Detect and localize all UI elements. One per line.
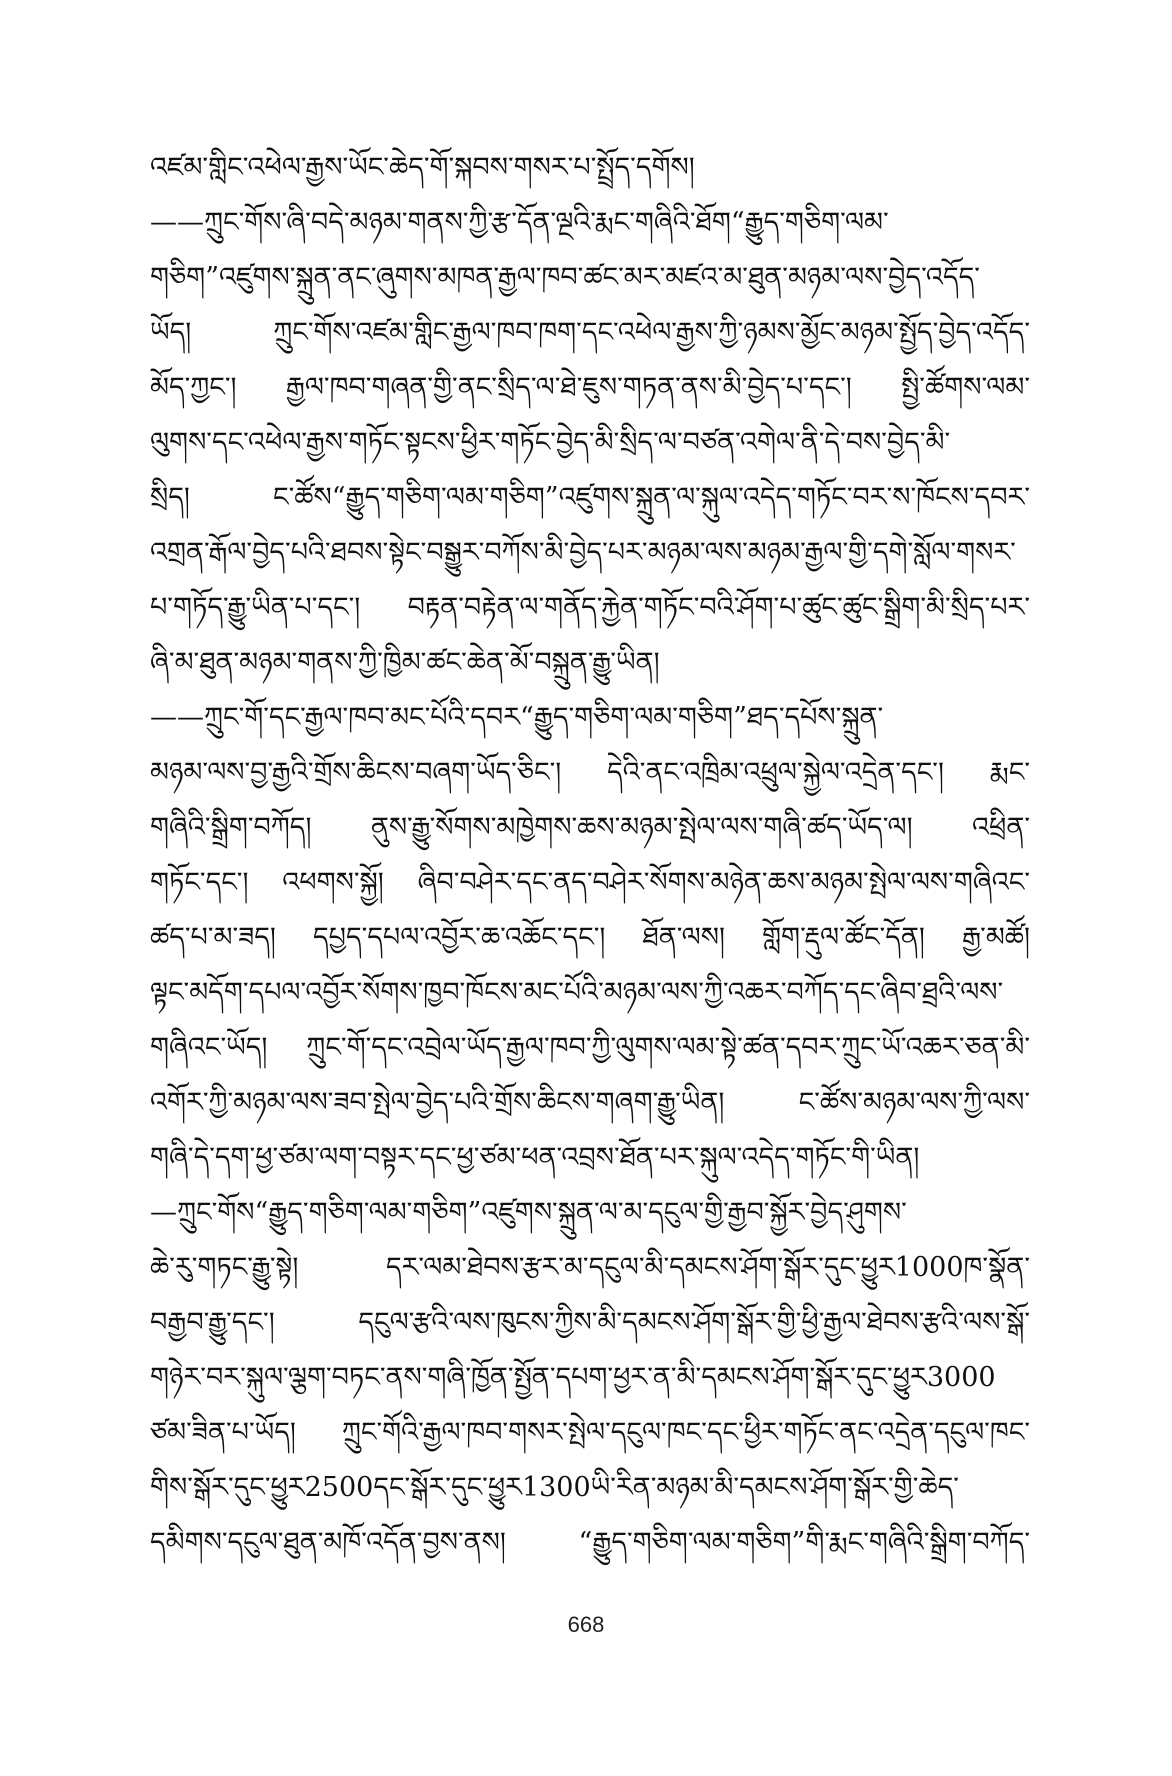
text-line: གཞིའང་ཡོད། ཀྲུང་གོ་དང་འབྲེལ་ཡོད་རྒྱལ་ཁབ་ཀྱི་ལུགས་ལམ་སྟེ་ཚན་དབར་ཀྲུང་ཡོ་འཆར་ཅན་མི་ xyxy=(150,1032,1030,1063)
text-line: འགོར་ཀྱི་མཉམ་ལས་ཟབ་སྤེལ་བྱེད་པའི་གྲོས་ཆིངས་གཞག་རྒྱུ་ཡིན། ང་ཚོས་མཉམ་ལས་ཀྱི་ལས་ xyxy=(150,1087,1030,1118)
text-line: འགྲན་རྒོལ་བྱེད་པའི་ཐབས་སྟེང་བསྒྱུར་བཀོས་མི་བྱེད་པར་མཉམ་ལས་མཉམ་རྒྱལ་གྱི་དགེ་སློལ་གསར་ xyxy=(150,537,1016,568)
text-line: ཙམ་ཟིན་པ་ཡོད། ཀྲུང་གོའི་རྒྱལ་ཁབ་གསར་སྤེལ་དངུལ་ཁང་དང་ཕྱིར་གཏོང་ནང་འདྲེན་དངུལ་ཁང་ xyxy=(150,1417,1030,1448)
text-line: གཅིག”འཛུགས་སྐྲུན་ནང་ཞུགས་མཁན་རྒྱལ་ཁབ་ཚང་མར་མཛའ་མ་ཐུན་མཉམ་ལས་བྱེད་འདོད་ xyxy=(150,262,980,293)
text-line: ལུགས་དང་འཕེལ་རྒྱས་གཏོང་སྟངས་ཕྱིར་གཏོང་བྱེད་མི་སྲིད་ལ་བཙན་འགེལ་ནི་དེ་བས་བྱེད་མི་ xyxy=(150,427,951,458)
page-number: 668 xyxy=(567,1612,605,1637)
text-line: གཞིའི་སྒྲིག་བཀོད། ནུས་རྒྱུ་སོགས་མཁྱེགས་ཆས་མཉམ་སྤེལ་ལས་གཞི་ཚད་ཡོད་ལ། འཕྲིན་ xyxy=(150,812,1030,843)
text-line: མོད་ཀྱང་། རྒྱལ་ཁབ་གཞན་གྱི་ནང་སྲིད་ལ་ཐེ་ཇུས་གཏན་ནས་མི་བྱེད་པ་དང་། སྤྱི་ཚོགས་ལམ་ xyxy=(150,372,1030,403)
text-line: ཆེ་རུ་གཏང་རྒྱུ་སྟེ། དར་ལམ་ཐེབས་རྩར་མ་དངུལ་མི་དམངས་ཤོག་སྒོར་དུང་ཕྱུར1000ཁ་སྣོན་ xyxy=(150,1252,1030,1283)
text-line: —ཀྲུང་གོས“རྒྱུད་གཅིག་ལམ་གཅིག”འཛུགས་སྐྲུན་ལ་མ་དངུལ་གྱི་རྒྱབ་སྐྱོར་བྱེད་ཤུགས་ xyxy=(150,1197,907,1228)
text-line: དམིགས་དངུལ་ཐུན་མཁོ་འདོན་བྱས་ནས། “རྒྱུད་གཅིག་ལམ་གཅིག”གི་རྨང་གཞིའི་སྒྲིག་བཀོད་ xyxy=(150,1527,1030,1558)
text-line: གིས་སྒོར་དུང་ཕྱུར2500དང་སྒོར་དུང་ཕྱུར1300ཡི་རིན་མཉམ་མི་དམངས་ཤོག་སྒོར་གྱི་ཆེད་ xyxy=(150,1472,959,1503)
text-line: ཞི་མ་ཐུན་མཉམ་གནས་ཀྱི་ཁྱིམ་ཚང་ཆེན་མོ་བསྐྲུན་རྒྱུ་ཡིན། xyxy=(150,647,660,678)
text-line: སྲིད། ང་ཚོས“རྒྱུད་གཅིག་ལམ་གཅིག”འཛུགས་སྐྲུན་ལ་སྐུལ་འདེད་གཏོང་བར་ས་ཁོངས་དབར་ xyxy=(150,482,1030,513)
text-line: ཡོད། ཀྲུང་གོས་འཛམ་གླིང་རྒྱལ་ཁབ་ཁག་དང་འཕེལ་རྒྱས་ཀྱི་ཉམས་མྱོང་མཉམ་སྤྱོད་བྱེད་འདོད་ xyxy=(150,317,1030,348)
text-line: པ་གཏོད་རྒྱུ་ཡིན་པ་དང་། བརྟན་བརྟེན་ལ་གནོད་རྐྱེན་གཏོང་བའི་ཤོག་པ་ཚུང་ཚུང་སྒྲིག་མི་སྲིད་པར་ xyxy=(150,592,1030,623)
text-line: གཞི་དེ་དག་ཕྱ་ཙམ་ལག་བསྟར་དང་ཕྱ་ཙམ་ཕན་འབྲས་ཐོན་པར་སྐུལ་འདེད་གཏོང་གི་ཡིན། xyxy=(150,1142,920,1173)
text-line: ཚད་པ་མ་ཟད། དཔྱད་དཔལ་འབྱོར་ཆ་འཆོང་དང་། ཐོན་ལས། གློག་རྡུལ་ཚོང་དོན། རྒྱ་མཚོ། xyxy=(150,922,1030,953)
text-line: གཏོང་དང་། འཕགས་སྐྱོ། ཞིབ་བཤེར་དང་ནད་བཤེར་སོགས་མཉེན་ཆས་མཉམ་སྤེལ་ལས་གཞིའང་ xyxy=(150,867,1030,898)
text-line: མཉམ་ལས་བྱ་རྒྱའི་གྲོས་ཆིངས་བཞག་ཡོད་ཅིང་། དེའི་ནང་འཁྲིམ་འཕྲུལ་སྐྱེལ་འདྲེན་དང་། རྨང་ xyxy=(150,757,1030,788)
document-page xyxy=(150,140,1030,1570)
text-line: འཛམ་གླིང་འཕེལ་རྒྱས་ཡོང་ཆེད་གོ་སྐབས་གསར་པ་སྤྲོད་དགོས། xyxy=(150,152,695,183)
text-line: གཉེར་བར་སྐུལ་ལྕག་བཏང་ནས་གཞི་ཁྱོན་སྤྱོན་དཔག་ཕྱར་ན་མི་དམངས་ཤོག་སྒོར་དུང་ཕྱུར3000 xyxy=(150,1362,996,1393)
text-line: ——ཀྲུང་གོས་ཞི་བདེ་མཉམ་གནས་ཀྱི་རྩ་དོན་ལྔའི་རྨང་གཞིའི་ཐོག“རྒྱུད་གཅིག་ལམ་ xyxy=(150,207,889,238)
text-line: བརྒྱབ་རྒྱུ་དང་། དངུལ་རྩའི་ལས་ཁུངས་ཀྱིས་མི་དམངས་ཤོག་སྒོར་གྱི་ཕྱི་རྒྱལ་ཐེབས་རྩའི་ལས་སྒོ་ xyxy=(150,1307,1030,1338)
text-line: ——ཀྲུང་གོ་དང་རྒྱལ་ཁབ་མང་པོའི་དབར“རྒྱུད་གཅིག་ལམ་གཅིག”ཐད་དཔོས་སྐྲུན་ xyxy=(150,702,884,733)
text-line: ལྟང་མདོག་དཔལ་འབྱོར་སོགས་ཁྱབ་ཁོངས་མང་པོའི་མཉམ་ལས་ཀྱི་འཆར་བཀོད་དང་ཞིབ་ཐྲའི་ལས་ xyxy=(150,977,1004,1008)
